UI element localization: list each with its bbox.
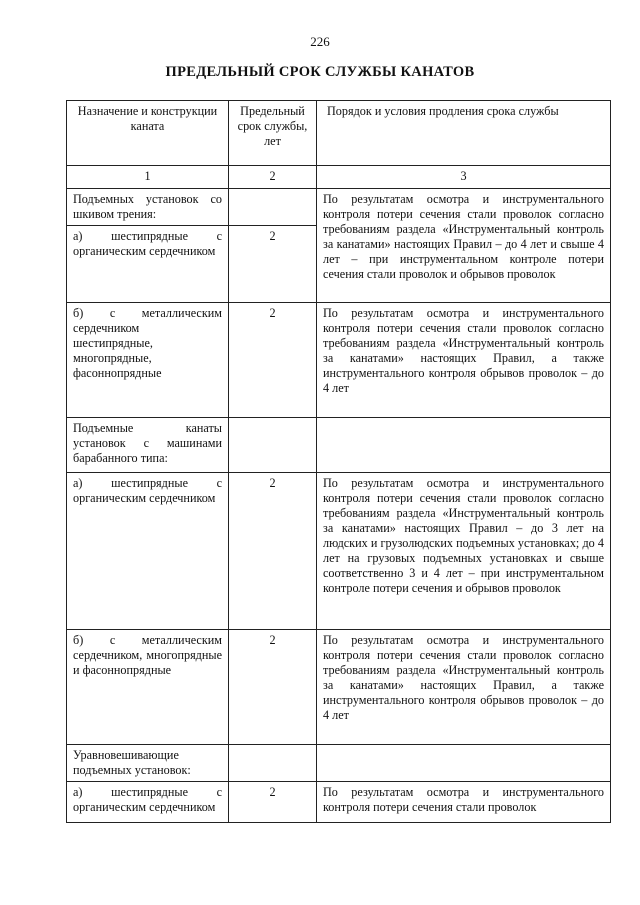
row-term <box>229 418 317 473</box>
row-term: 2 <box>229 630 317 745</box>
row-purpose: а) шестипрядные с органическим сердечником <box>67 782 229 823</box>
row-purpose: а) шестипрядные с органическим сердечником <box>67 473 229 630</box>
row-conditions: По результатам осмотра и инструментального контроля потери сечения стали проволок согласно требованиям раздела «Инструментальный контроль за канатами» настоящих Правил – до 4 лет и свыше 4 лет – при инструментальном контроле потери сечения стали проволок и обрывов проволок <box>317 189 611 303</box>
table-row <box>67 782 611 823</box>
table-row <box>67 630 611 745</box>
row-conditions <box>317 418 611 473</box>
row-term: 2 <box>229 226 317 303</box>
column-number: 2 <box>229 166 317 189</box>
table-row <box>67 189 611 226</box>
rope-service-life-table <box>66 100 611 823</box>
page-number: 226 <box>310 34 330 49</box>
table-row <box>67 745 611 782</box>
row-purpose: б) с металлическим сердечником шестипрядные, многопрядные, фасоннопрядные <box>67 303 229 418</box>
page-title: ПРЕДЕЛЬНЫЙ СРОК СЛУЖБЫ КАНАТОВ <box>165 64 475 80</box>
column-number: 1 <box>67 166 229 189</box>
row-term <box>229 189 317 226</box>
row-conditions: По результатам осмотра и инструментального контроля потери сечения стали проволок согласно требованиям раздела «Инструментальный контроль за канатами» настоящих Правил, а также инструментального контроля обрывов проволок – до 4 лет <box>317 303 611 418</box>
row-term: 2 <box>229 473 317 630</box>
row-conditions <box>317 745 611 782</box>
header-term: Предельный срок службы, лет <box>229 101 317 166</box>
row-term: 2 <box>229 782 317 823</box>
table-header-row <box>67 101 611 166</box>
table-row <box>67 418 611 473</box>
row-conditions: По результатам осмотра и инструментального контроля потери сечения стали проволок согласно требованиям раздела «Инструментальный контроль за канатами» настоящих Правил, а также инструментального контроля обрывов проволок – до 4 лет <box>317 630 611 745</box>
table-row <box>67 303 611 418</box>
table-row <box>67 473 611 630</box>
header-purpose: Назначение и конструкции каната <box>67 101 229 166</box>
row-conditions: По результатам осмотра и инструментального контроля потери сечения стали проволок согласно требованиям раздела «Инструментальный контроль за канатами» настоящих Правил – до 3 лет на людских и грузолюдских подъемных установках; до 4 лет на грузовых подъемных установках и свыше соответственно 3 и 4 лет – при инструментальном контроле потери сечения и обрывов проволок <box>317 473 611 630</box>
row-purpose: а) шестипрядные с органическим сердечником <box>67 226 229 303</box>
row-purpose: Уравновешивающие подъемных установок: <box>67 745 229 782</box>
row-purpose: Подъемные канаты установок с машинами барабанного типа: <box>67 418 229 473</box>
column-number-row <box>67 166 611 189</box>
row-term: 2 <box>229 303 317 418</box>
row-conditions: По результатам осмотра и инструментального контроля потери сечения стали проволок <box>317 782 611 823</box>
header-conditions: Порядок и условия продления срока службы <box>317 101 611 166</box>
row-purpose: Подъемных установок со шкивом трения: <box>67 189 229 226</box>
row-purpose: б) с металлическим сердечником, многопрядные и фасоннопрядные <box>67 630 229 745</box>
row-term <box>229 745 317 782</box>
column-number: 3 <box>317 166 611 189</box>
